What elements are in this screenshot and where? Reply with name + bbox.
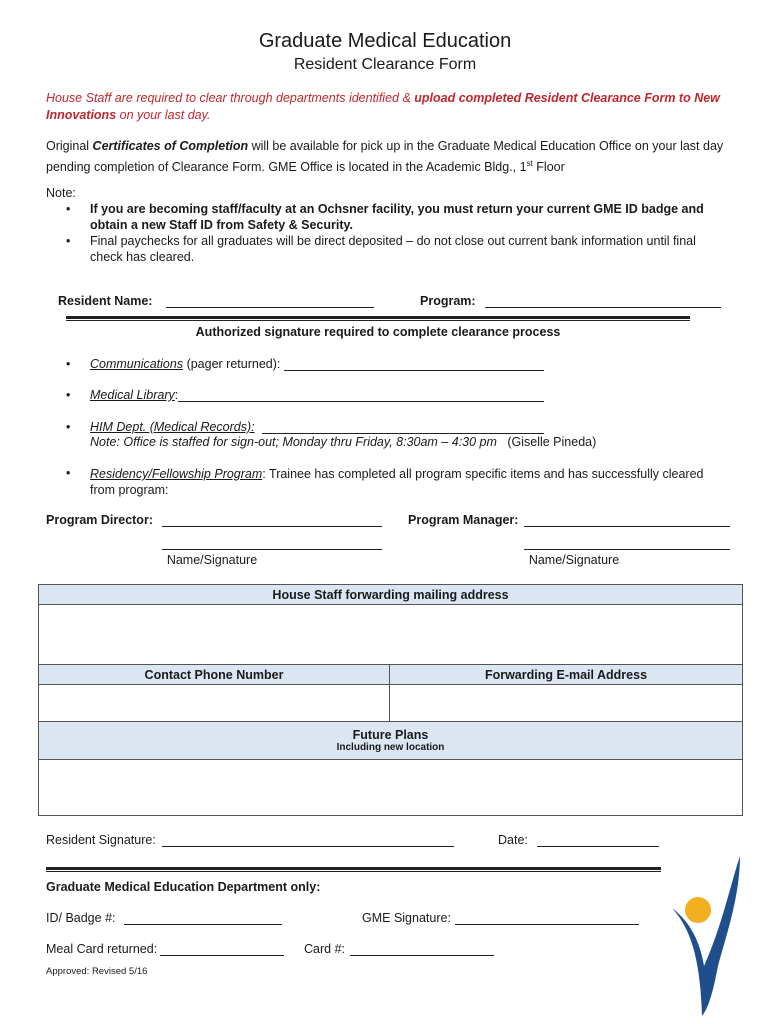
note-label: Note: xyxy=(46,186,76,200)
meal-card-label: Meal Card returned: xyxy=(46,942,158,956)
approved-revision: Approved: Revised 5/16 xyxy=(46,966,148,977)
intro-part2: upload completed Resident Clearance Form to New Innovations xyxy=(46,91,720,122)
future-plans-header xyxy=(39,722,743,760)
medical-library-signature-field[interactable] xyxy=(178,387,544,402)
communications-signature-field[interactable] xyxy=(284,356,544,371)
resident-signature-field[interactable] xyxy=(162,832,454,847)
program-director-label: Program Director: xyxy=(46,513,153,527)
card-number-field[interactable] xyxy=(350,941,494,956)
him-note-text: Note: Office is staffed for sign-out; Monday thru Friday, 8:30am – 4:30 pm xyxy=(90,435,497,449)
certificates-sup: st xyxy=(526,159,533,168)
gme-divider xyxy=(46,867,661,872)
phone-input[interactable] xyxy=(39,685,390,722)
program-director-field[interactable] xyxy=(162,512,382,527)
mailing-address-header: House Staff forwarding mailing address xyxy=(39,585,743,605)
intro-part3: on your last day. xyxy=(116,108,211,122)
ochsner-logo-icon xyxy=(664,856,750,1016)
gme-only-heading: Graduate Medical Education Department only: xyxy=(46,880,321,894)
him-signature-field[interactable] xyxy=(262,419,544,434)
program-director-text: Program Director xyxy=(46,513,149,527)
program-manager-field[interactable] xyxy=(524,512,730,527)
program-director-signature-line[interactable] xyxy=(162,535,382,550)
future-plans-subtitle: Including new location xyxy=(336,742,445,753)
auth-heading: Authorized signature required to complete clearance process xyxy=(195,325,561,339)
residency-suffix: : Trainee has completed all program specific items and has successfully cleared from program: xyxy=(90,467,704,497)
communications-suffix: (pager returned): xyxy=(183,357,281,371)
resident-signature-label: Resident Signature: xyxy=(46,833,156,847)
certificates-end: Floor xyxy=(532,160,565,175)
program-label: Program: xyxy=(420,294,476,308)
date-label: Date: xyxy=(498,833,528,847)
gme-signature-label: GME Signature: xyxy=(362,911,451,925)
section-divider xyxy=(66,316,690,321)
card-number-label: Card #: xyxy=(304,942,345,956)
intro-instructions xyxy=(46,90,726,124)
him-contact: (Giselle Pineda) xyxy=(507,435,597,449)
mailing-address-input[interactable] xyxy=(39,605,743,665)
residency-label: Residency/Fellowship Program xyxy=(90,467,263,481)
certificates-paragraph xyxy=(46,138,726,176)
email-header: Forwarding E-mail Address xyxy=(390,665,743,685)
certificates-emph: Certificates of Completion xyxy=(92,139,249,153)
program-manager-label: Program Manager: xyxy=(408,513,519,527)
director-name-signature: Name/Signature xyxy=(166,553,258,567)
resident-name-field[interactable] xyxy=(166,293,374,308)
communications-label: Communications xyxy=(90,357,184,371)
him-note xyxy=(90,435,596,449)
future-plans-input[interactable] xyxy=(39,760,743,816)
certificates-before: Original xyxy=(46,139,93,153)
medical-library-label: Medical Library xyxy=(90,388,175,402)
id-badge-label: ID/ Badge #: xyxy=(46,911,116,925)
forwarding-info-table xyxy=(38,584,743,816)
note-bullet-2-text: Final paychecks for all graduates will be direct deposited – do not close out current bank information until final check has cleared. xyxy=(90,234,696,264)
him-label: HIM Dept. (Medical Records): xyxy=(90,420,255,434)
phone-header: Contact Phone Number xyxy=(39,665,390,685)
note-bullet-1-text: If you are becoming staff/faculty at an Ochsner facility, you must return your current GME ID badge and obtain a new Staff ID from Safety & Security. xyxy=(90,202,704,232)
intro-part1: House Staff are required to clear through departments identified & xyxy=(46,91,415,105)
future-plans-title: Future Plans xyxy=(352,728,429,742)
page-title: Graduate Medical Education xyxy=(258,30,512,52)
medical-library-suffix: : xyxy=(174,388,179,402)
certificates-after: will be available for pick up in the Graduate Medical Education Office on your last day pending completion of Clearance Form. GME Office is located in the Academic Bldg., 1 xyxy=(46,139,724,175)
email-input[interactable] xyxy=(390,685,743,722)
gme-signature-field[interactable] xyxy=(455,910,639,925)
program-field[interactable] xyxy=(485,293,721,308)
resident-name-label: Resident Name: xyxy=(58,294,153,308)
program-manager-signature-line[interactable] xyxy=(524,535,730,550)
form-subtitle: Resident Clearance Form xyxy=(293,56,477,73)
meal-card-field[interactable] xyxy=(160,941,284,956)
manager-name-signature: Name/Signature xyxy=(528,553,620,567)
id-badge-field[interactable] xyxy=(124,910,282,925)
date-field[interactable] xyxy=(537,832,659,847)
